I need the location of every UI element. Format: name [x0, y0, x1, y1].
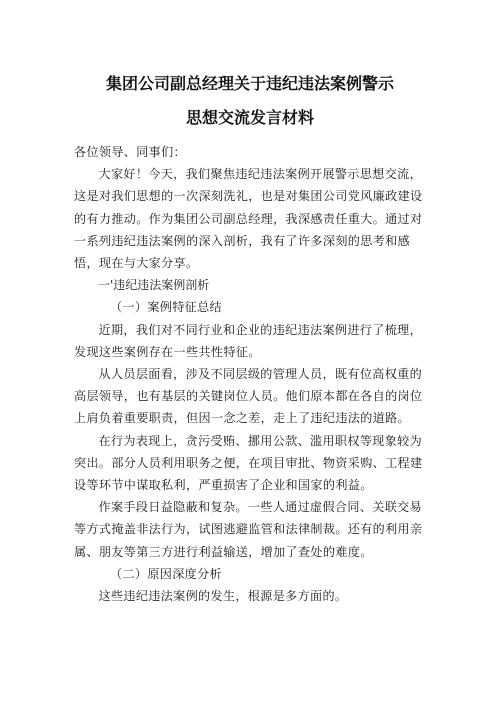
paragraph: 这些违纪违法案例的发生，根源是多方面的。	[98, 589, 348, 604]
paragraph: 从人员层面看，涉及不同层级的管理人员，既有位高权重的高层领导，也有基层的关键岗位人员。他们原本都在各自的岗位上肩负着重要职责，但因一念之差，走上了违纪违法的道路。	[74, 367, 423, 426]
paragraph: 在行为表现上，贪污受贿、挪用公款、滥用职权等现象较为突出。部分人员利用职务之便，在项目审批、物资采购、工程建设等环节中谋取私利，严重损害了企业和国家的利益。	[74, 433, 423, 493]
paragraph: 近期，我们对不同行业和企业的违纪违法案例进行了梳理，发现这些案例存在一些共性特征。	[74, 322, 423, 359]
subsection-heading-2: （二）原因深度分析	[110, 566, 222, 581]
section-heading-1: 一'违纪违法案例剖析	[98, 278, 210, 293]
paragraph: 作案手段日益隐蔽和复杂。一些人通过虚假合同、关联交易等方式掩盖非法行为，试图逃避监管和法律制裁。还有的利用亲属、朋友等第三方进行利益输送，增加了查处的难度。	[74, 500, 423, 559]
salutation: 各位领导、同事们：	[74, 145, 186, 159]
intro-paragraph: 大家好！今天，我们聚焦违纪违法案例开展警示思想交流，这是对我们思想的一次深刻洗礼，也是对集团公司党风廉政建设的有力推动。作为集团公司副总经理，我深感责任重大。通过对一系列违纪违法案例的深入剖析，我有了许多深刻的思考和感悟，现在与大家分享。	[74, 167, 423, 271]
document-title-line1: 集团公司副总经理关于违纪违法案例警示	[105, 74, 394, 93]
document-body	[74, 141, 430, 607]
subsection-heading-1: （一）案例特征总结	[110, 300, 222, 315]
document-title-line2: 思想交流发言材料	[185, 108, 314, 127]
